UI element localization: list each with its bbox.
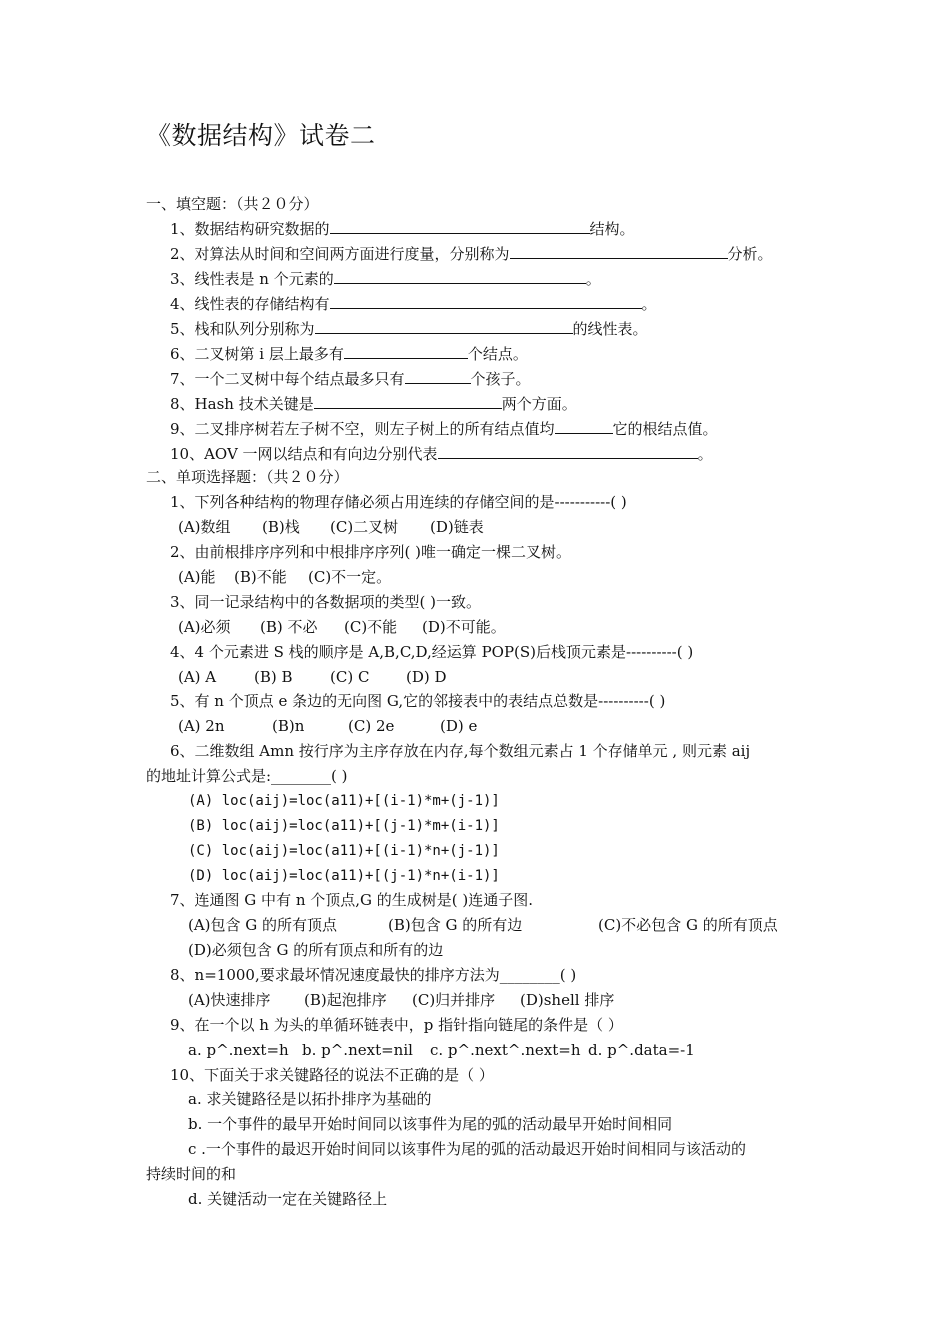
option-row bbox=[178, 517, 484, 537]
question-text: 10、AOV 一网以结点和有向边分别代表 bbox=[170, 445, 438, 463]
section-heading-multiple-choice: 二、单项选择题：（共２０分） bbox=[146, 468, 349, 486]
answer-blank bbox=[555, 418, 613, 434]
question-text: 3、线性表是 n 个元素的 bbox=[170, 270, 334, 288]
option: (D) e bbox=[440, 717, 478, 735]
question-text: 7、一个二叉树中每个结点最多只有 bbox=[170, 370, 405, 388]
option: (B)n bbox=[272, 717, 305, 735]
option: (B)包含 G 的所有边 bbox=[388, 916, 523, 934]
option-row bbox=[188, 1040, 695, 1060]
option: (C) 2e bbox=[348, 717, 395, 735]
question-text: 。 bbox=[585, 270, 601, 288]
question-stem: 1、下列各种结构的物理存储必须占用连续的存储空间的是-----------( ) bbox=[170, 493, 627, 511]
option: c .一个事件的最迟开始时间同以该事件为尾的弧的活动最迟开始时间相同与该活动的 bbox=[188, 1140, 746, 1158]
option: a. p^.next=h bbox=[188, 1041, 289, 1059]
option: b. p^.next=nil bbox=[302, 1041, 413, 1059]
question-text: 个结点。 bbox=[467, 345, 528, 363]
option: (A) A bbox=[178, 668, 217, 686]
question-text: 。 bbox=[641, 295, 657, 313]
option: (D)shell 排序 bbox=[520, 991, 615, 1009]
option: c. p^.next^.next=h bbox=[430, 1041, 581, 1059]
option-row bbox=[178, 716, 477, 736]
question-text: 两个方面。 bbox=[501, 395, 577, 413]
option-row bbox=[188, 915, 778, 935]
option: (C)不必包含 G 的所有顶点 bbox=[598, 916, 778, 934]
option: d. 关键活动一定在关键路径上 bbox=[188, 1190, 388, 1208]
question-stem: 10、下面关于求关键路径的说法不正确的是（ ） bbox=[170, 1066, 494, 1084]
question-text: 它的根结点值。 bbox=[612, 420, 718, 438]
option: b. 一个事件的最早开始时间同以该事件为尾的弧的活动最早开始时间相同 bbox=[188, 1115, 673, 1133]
question-text: 的线性表。 bbox=[572, 320, 648, 338]
question-stem: 7、连通图 G 中有 n 个顶点,G 的生成树是( )连通子图. bbox=[170, 891, 534, 909]
option-row bbox=[178, 667, 447, 687]
question-stem: 4、4 个元素进 S 栈的顺序是 A,B,C,D,经运算 POP(S)后栈顶元素是----------( ) bbox=[170, 643, 694, 661]
page-title: 《数据结构》试卷二 bbox=[146, 121, 376, 150]
option-row bbox=[178, 567, 391, 587]
question-stem: 5、有 n 个顶点 e 条边的无向图 G,它的邻接表中的表结点总数是----------( ) bbox=[170, 692, 666, 710]
option: (A)数组 bbox=[178, 518, 231, 536]
option: (B)不能 bbox=[234, 568, 287, 586]
option: a. 求关键路径是以拓扑排序为基础的 bbox=[188, 1090, 432, 1108]
option: (D)必须包含 G 的所有顶点和所有的边 bbox=[188, 941, 444, 959]
question-item bbox=[170, 343, 528, 364]
option: (C)二叉树 bbox=[330, 518, 399, 536]
question-stem: 2、由前根排序序列和中根排序序列( )唯一确定一棵二叉树。 bbox=[170, 543, 572, 561]
answer-blank bbox=[344, 343, 468, 359]
answer-blank bbox=[330, 218, 590, 234]
question-text: 8、Hash 技术关键是 bbox=[170, 395, 314, 413]
question-stem: 9、在一个以 h 为头的单循环链表中，p 指针指向链尾的条件是（ ） bbox=[170, 1016, 623, 1034]
question-item bbox=[170, 293, 657, 314]
option: (C)不一定。 bbox=[308, 568, 392, 586]
question-item bbox=[170, 268, 601, 289]
question-text: 6、二叉树第 i 层上最多有 bbox=[170, 345, 344, 363]
option-row bbox=[188, 990, 614, 1010]
question-text: 1、数据结构研究数据的 bbox=[170, 220, 330, 238]
section-heading-fill-in: 一、填空题：（共２０分） bbox=[146, 195, 319, 213]
option: (B) loc(aij)=loc(a11)+[(j-1)*m+(i-1)] bbox=[188, 818, 500, 834]
question-text: 5、栈和队列分别称为 bbox=[170, 320, 315, 338]
option: (B)栈 bbox=[262, 518, 300, 536]
answer-blank bbox=[315, 318, 573, 334]
option: (C)归并排序 bbox=[412, 991, 496, 1009]
question-stem: 6、二维数组 Amn 按行序为主序存放在内存,每个数组元素占 1 个存储单元 , 则元素 aij bbox=[170, 742, 751, 760]
option: (B) 不必 bbox=[260, 618, 318, 636]
answer-blank bbox=[314, 393, 502, 409]
option: (C)不能 bbox=[344, 618, 398, 636]
answer-blank bbox=[405, 368, 471, 384]
answer-blank bbox=[334, 268, 586, 284]
option: (D)链表 bbox=[430, 518, 484, 536]
question-text: 。 bbox=[697, 445, 713, 463]
option: (C) loc(aij)=loc(a11)+[(i-1)*n+(j-1)] bbox=[188, 843, 500, 859]
question-text: 2、对算法从时间和空间两方面进行度量，分别称为 bbox=[170, 245, 510, 263]
option: (B) B bbox=[254, 668, 293, 686]
option: (A)能 bbox=[178, 568, 216, 586]
question-item bbox=[170, 418, 718, 439]
question-item bbox=[170, 218, 635, 239]
answer-blank bbox=[510, 243, 728, 259]
option: d. p^.data=-1 bbox=[588, 1041, 695, 1059]
question-text: 分析。 bbox=[727, 245, 773, 263]
option: (A) loc(aij)=loc(a11)+[(i-1)*m+(j-1)] bbox=[188, 793, 500, 809]
question-item bbox=[170, 243, 773, 264]
question-text: 结构。 bbox=[589, 220, 635, 238]
option-row bbox=[178, 617, 506, 637]
question-item bbox=[170, 443, 713, 464]
question-text: 个孩子。 bbox=[470, 370, 531, 388]
question-stem: 3、同一记录结构中的各数据项的类型( )一致。 bbox=[170, 593, 482, 611]
option: (D)不可能。 bbox=[422, 618, 506, 636]
option: (D) loc(aij)=loc(a11)+[(j-1)*n+(i-1)] bbox=[188, 868, 500, 884]
answer-blank bbox=[330, 293, 642, 309]
question-text: 4、线性表的存储结构有 bbox=[170, 295, 330, 313]
option: (A)必须 bbox=[178, 618, 231, 636]
question-item bbox=[170, 318, 648, 339]
option: (A)快速排序 bbox=[188, 991, 271, 1009]
option-continued: 持续时间的和 bbox=[146, 1165, 237, 1183]
answer-blank bbox=[438, 443, 698, 459]
question-stem-continued: 的地址计算公式是:________( ) bbox=[146, 767, 348, 785]
option: (A)包含 G 的所有顶点 bbox=[188, 916, 338, 934]
option: (A) 2n bbox=[178, 717, 225, 735]
question-stem: 8、n=1000,要求最坏情况速度最快的排序方法为________( ) bbox=[170, 966, 577, 984]
option: (C) C bbox=[330, 668, 370, 686]
option: (D) D bbox=[406, 668, 447, 686]
question-text: 9、二叉排序树若左子树不空，则左子树上的所有结点值均 bbox=[170, 420, 555, 438]
option: (B)起泡排序 bbox=[304, 991, 387, 1009]
question-item bbox=[170, 368, 531, 389]
question-item bbox=[170, 393, 577, 414]
